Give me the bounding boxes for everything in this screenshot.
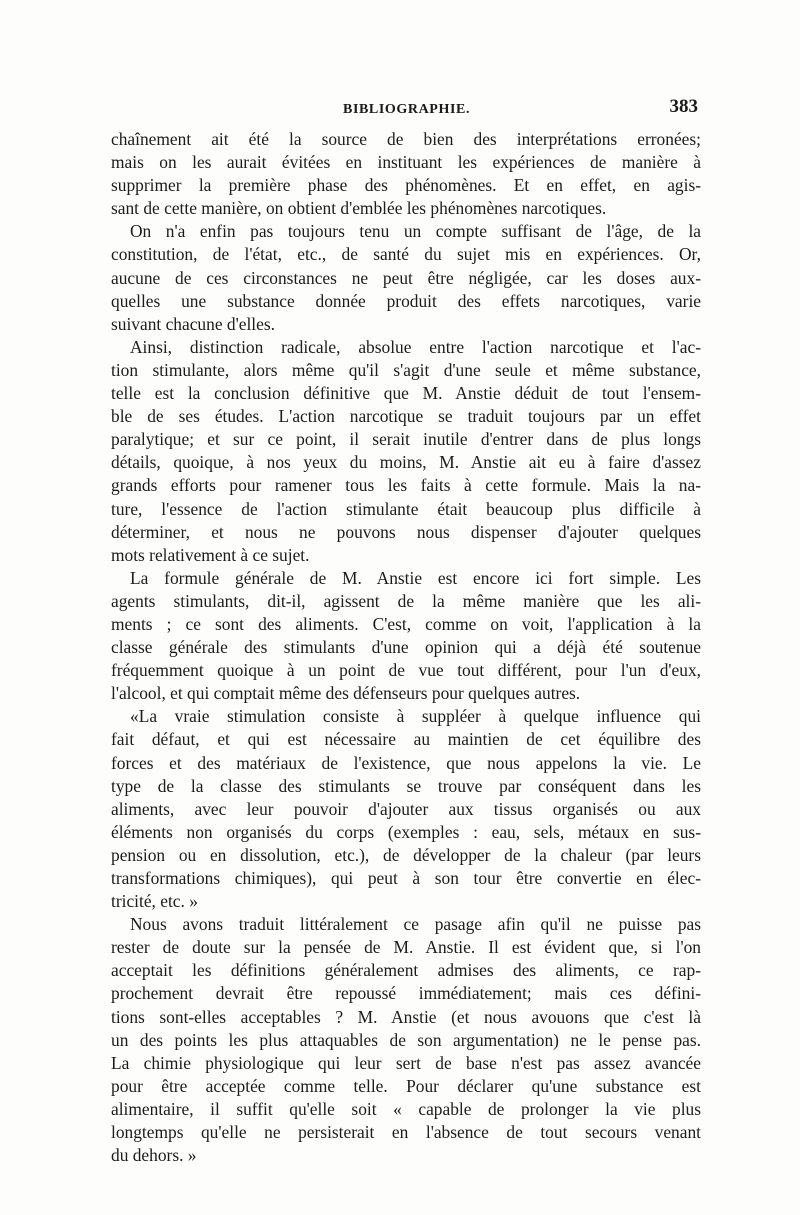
text-line: tricité, etc. »	[111, 891, 198, 912]
text-line: classe générale des stimulants d'une opinion qui a déjà été soutenue	[111, 637, 701, 658]
text-line: sant de cette manière, on obtient d'emblée les phénomènes narcotiques.	[111, 198, 607, 219]
paragraph-first-line: On n'a enfin pas toujours tenu un compte suffisant de l'âge, de la	[130, 221, 701, 242]
text-line: du dehors. »	[111, 1145, 197, 1166]
text-line: grands efforts pour ramener tous les faits à cette formule. Mais la na-	[111, 475, 701, 496]
text-line: acceptait les définitions généralement admises des aliments, ce rap-	[111, 960, 701, 981]
text-line: forces et des matériaux de l'existence, que nous appelons la vie. Le	[111, 752, 701, 773]
text-line: supprimer la première phase des phénomènes. Et en effet, en agis-	[111, 175, 701, 196]
text-line: chaînement ait été la source de bien des interprétations erronées;	[111, 129, 701, 149]
paragraph-first-line: La formule générale de M. Anstie est encore ici fort simple. Les	[130, 567, 701, 588]
text-line: mais on les aurait évitées en instituant les expériences de manière à	[111, 152, 701, 173]
text-line: éléments non organisés du corps (exemples : eau, sels, métaux en sus-	[111, 821, 701, 842]
running-title: BIBLIOGRAPHIE.	[343, 102, 471, 117]
text-line: paralytique; et sur ce point, il serait inutile d'entrer dans de plus longs	[111, 429, 701, 450]
text-line: telle est la conclusion définitive que M. Anstie déduit de tout l'ensem-	[111, 383, 701, 404]
text-line: pour être acceptée comme telle. Pour déclarer qu'une substance est	[111, 1075, 701, 1096]
text-line: ture, l'essence de l'action stimulante était beaucoup plus difficile à	[111, 498, 701, 519]
text-line: déterminer, et nous ne pouvons nous dispenser d'ajouter quelques	[111, 521, 701, 542]
text-line: ments ; ce sont des aliments. C'est, comme on voit, l'application à la	[111, 613, 701, 634]
text-line: fait défaut, et qui est nécessaire au maintien de cet équilibre des	[111, 729, 701, 750]
text-line: ble de ses études. L'action narcotique se traduit toujours par un effet	[111, 406, 701, 427]
text-line: agents stimulants, dit-il, agissent de la même manière que les ali-	[111, 590, 701, 611]
text-line: type de la classe des stimulants se trouve par conséquent dans les	[111, 775, 701, 796]
paragraph-first-line: Nous avons traduit littéralement ce pasage afin qu'il ne puisse pas	[130, 914, 701, 935]
text-line: transformations chimiques), qui peut à son tour être convertie en élec-	[111, 868, 701, 888]
text-line: constitution, de l'état, etc., de santé du sujet mis en expériences. Or,	[111, 244, 701, 265]
text-line: détails, quoique, à nos yeux du moins, M. Anstie ait eu à faire d'assez	[111, 452, 701, 473]
page-header	[113, 96, 698, 120]
text-line: quelles une substance donnée produit des effets narcotiques, varie	[111, 290, 701, 311]
text-line: tion stimulante, alors même qu'il s'agit d'une seule et même substance,	[111, 359, 701, 380]
text-line: alimentaire, il suffit qu'elle soit « capable de prolonger la vie plus	[111, 1098, 701, 1119]
page-number: 383	[669, 96, 698, 117]
text-line: fréquemment quoique à un point de vue tout différent, pour l'un d'eux,	[111, 660, 701, 681]
text-line: La chimie physiologique qui leur sert de base n'est pas assez avancée	[111, 1052, 701, 1073]
text-line: mots relativement à ce sujet.	[111, 544, 310, 565]
paragraph-first-line: Ainsi, distinction radicale, absolue entre l'action narcotique et l'ac-	[130, 336, 701, 357]
text-line: tions sont-elles acceptables ? M. Anstie (et nous avouons que c'est là	[111, 1006, 701, 1027]
text-line: longtemps qu'elle ne persisterait en l'absence de tout secours venant	[111, 1122, 701, 1143]
text-line: un des points les plus attaquables de son argumentation) ne le pense pas.	[111, 1029, 701, 1050]
paragraph-first-line: «La vraie stimulation consiste à suppléer à quelque influence qui	[130, 706, 701, 727]
text-line: prochement devrait être repoussé immédiatement; mais ces défini-	[111, 983, 701, 1004]
text-line: aliments, avec leur pouvoir d'ajouter aux tissus organisés ou aux	[111, 798, 701, 819]
text-line: suivant chacune d'elles.	[111, 313, 275, 334]
body-text	[111, 128, 701, 1167]
text-line: l'alcool, et qui comptait même des défenseurs pour quelques autres.	[111, 683, 581, 704]
text-line: rester de doute sur la pensée de M. Anstie. Il est évident que, si l'on	[111, 937, 701, 958]
text-line: pension ou en dissolution, etc.), de développer de la chaleur (par leurs	[111, 844, 701, 865]
text-line: aucune de ces circonstances ne peut être négligée, car les doses aux-	[111, 267, 701, 288]
